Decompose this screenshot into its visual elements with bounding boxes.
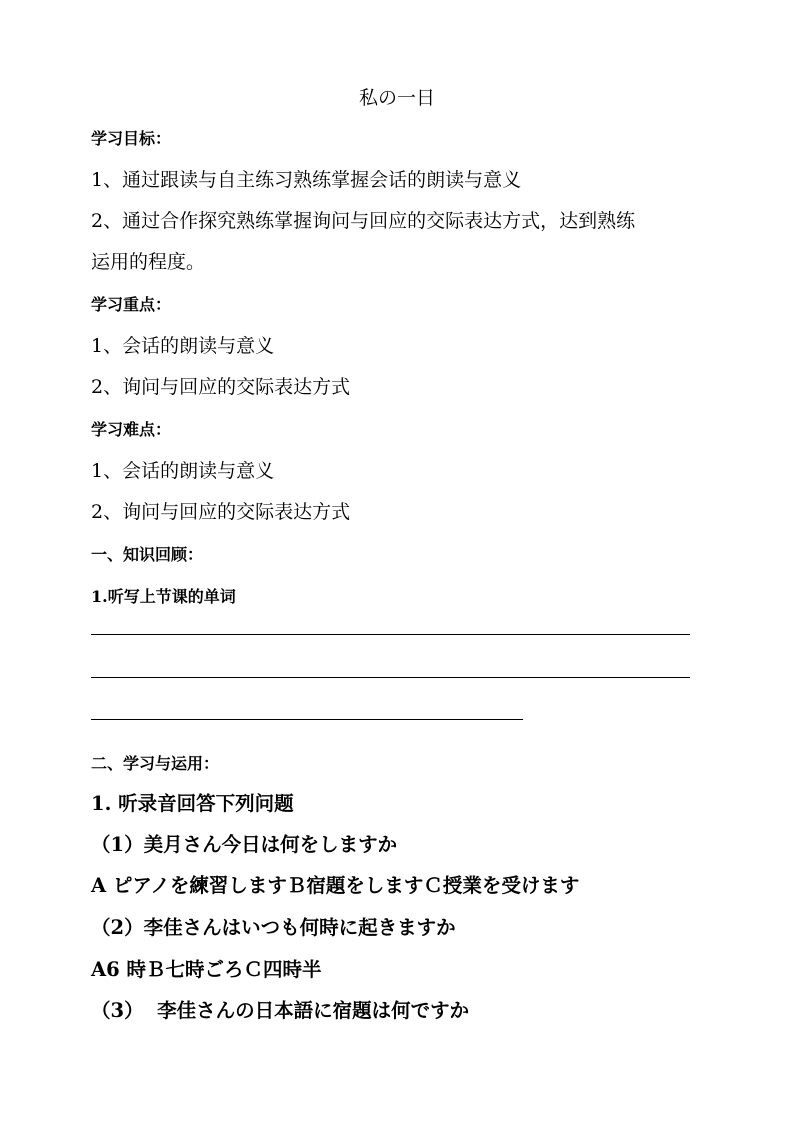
answer-line — [91, 677, 690, 678]
difficult-points-heading: 学习难点： — [91, 420, 172, 439]
section1-heading: 一、知识回顾： — [91, 545, 204, 564]
question-2: （2）李佳さんはいつも何時に起きますか — [91, 916, 456, 939]
section2-heading: 二、学习与运用： — [91, 754, 220, 773]
objective-item: 2、通过合作探究熟练掌握询问与回应的交际表达方式，达到熟练 — [91, 210, 636, 232]
difficult-point-item: 2、询问与回应的交际表达方式 — [91, 501, 351, 523]
objectives-heading: 学习目标： — [91, 129, 172, 148]
key-point-item: 1、会话的朗读与意义 — [91, 335, 275, 357]
difficult-point-item: 1、会话的朗读与意义 — [91, 460, 275, 482]
answer-line — [91, 719, 523, 720]
document-title: 私の一日 — [358, 87, 435, 109]
question-3: （3） 李佳さんの日本語に宿題は何ですか — [91, 999, 470, 1022]
key-points-heading: 学习重点： — [91, 295, 172, 314]
question-2-options: A6 時Ｂ七時ごろＣ四時半 — [91, 958, 322, 981]
section2-task: 1. 听录音回答下列问题 — [91, 792, 294, 815]
question-1-options: A ピアノを練習しますＢ宿題をしますＣ授業を受けます — [91, 874, 580, 897]
section1-task: 1.听写上节课的单词 — [91, 587, 236, 606]
objective-item: 1、通过跟读与自主练习熟练掌握会话的朗读与意义 — [91, 169, 522, 191]
question-1: （1）美月さん今日は何をしますか — [91, 833, 398, 856]
objective-item: 运用的程度。 — [91, 251, 206, 273]
answer-line — [91, 634, 690, 635]
key-point-item: 2、询问与回应的交际表达方式 — [91, 376, 351, 398]
